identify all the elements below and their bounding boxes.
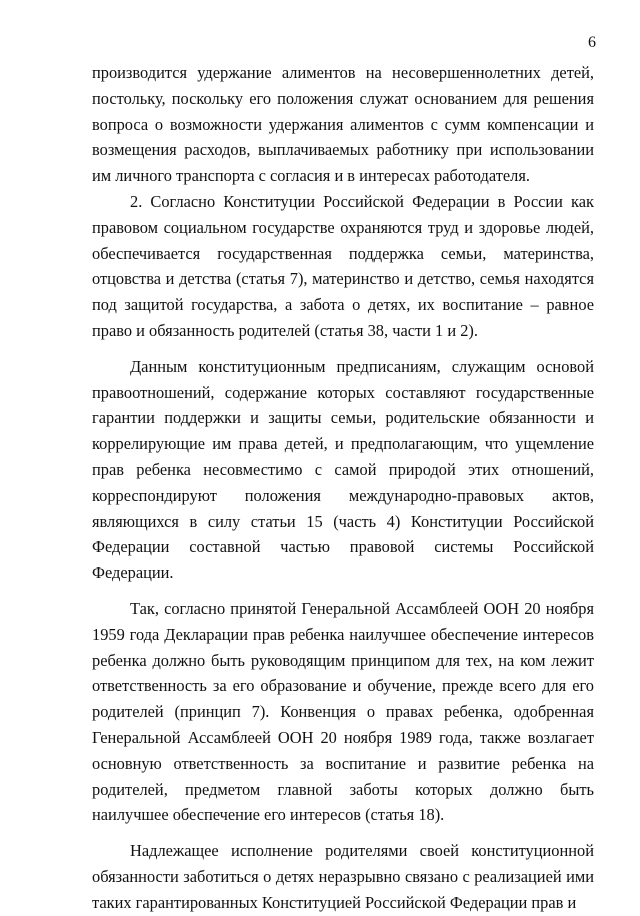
- paragraph-section-2: 2. Согласно Конституции Российской Федерации в России как правовом социальном государстве охраняются труд и здоровье людей, обеспечивается государственная поддержка семьи, материнства, отцовства и детства (статья 7), материнство и детство, семья находятся под защитой государства, а забота о детях, их воспитание – равное право и обязанность родителей (статья 38, части 1 и 2).: [92, 191, 594, 340]
- paragraph-un-declaration: Так, согласно принятой Генеральной Ассамблеей ООН 20 ноября 1959 года Декларации прав ребенка наилучшее обеспечение интересов ребенка должно быть руководящим принципом для тех, на ком лежит ответственность за его образование и обучение, прежде всего для его родителей (принцип 7). Конвенция о правах ребенка, одобренная Генеральной Ассамблеей ООН 20 ноября 1989 года, также возлагает основную ответственность за воспитание и развитие ребенка на родителей, предметом главной заботы которых должно быть наилучшее обеспечение его интересов (статья 18).: [92, 598, 594, 825]
- page-number: 6: [588, 34, 596, 51]
- document-body: [92, 60, 594, 916]
- paragraph-constitutional-provisions: Данным конституционным предписаниям, служащим основой правоотношений, содержание которых составляют государственные гарантии поддержки и защиты семьи, родительские обязанности и коррелирующие им права детей, и предполагающим, что ущемление прав ребенка несовместимо с самой природой этих отношений, корреспондируют положения международно-правовых актов, являющихся в силу статьи 15 (часть 4) Конституции Российской Федерации составной частью правовой системы Российской Федерации.: [92, 356, 594, 583]
- paragraph-parental-duty: Надлежащее исполнение родителями своей конституционной обязанности заботиться о детях неразрывно связано с реализацией ими таких гарантированных Конституцией Российской Федерации прав и: [92, 841, 594, 912]
- paragraph-continuation: производится удержание алиментов на несовершеннолетних детей, постольку, поскольку его положения служат основанием для решения вопроса о возможности удержания алиментов с сумм компенсации и возмещения расходов, выплачиваемых работнику при использовании им личного транспорта с согласия и в интересах работодателя.: [92, 63, 594, 186]
